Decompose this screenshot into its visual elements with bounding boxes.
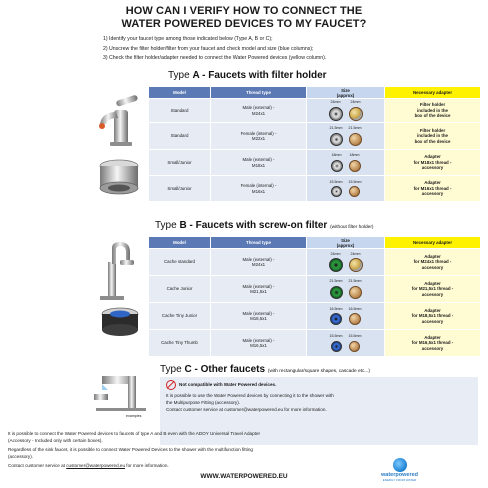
col-thread: Thread type — [211, 87, 307, 99]
website-link[interactable]: WWW.WATERPOWERED.EU — [200, 473, 288, 480]
filter-holder-photo — [96, 156, 142, 200]
prohibited-icon — [166, 380, 176, 390]
coin-icon — [349, 258, 363, 272]
customer-email-link[interactable]: customer@waterpowered.eu — [66, 463, 126, 468]
type-a-heading: Type A - Faucets with filter holder — [168, 70, 327, 81]
footer-notes: It is possible to connect the Water Powered devices to faucets of type A and B even with the ADOY Universal Travel Adapter (Accessory - Included only with certain boxes). Regardless of the sink faucet, it is possible to connect Water Powered Devices to the shower with the multifunction fitting (accessory). Contact customer service at customer@waterpowered.eu for more information. — [8, 431, 261, 468]
aerator-icon — [329, 107, 343, 121]
aerator-icon — [331, 160, 343, 172]
water-drop-icon — [393, 458, 407, 472]
screw-filter-photo — [98, 304, 142, 344]
col-model: Model — [149, 237, 211, 249]
instructions — [103, 35, 483, 64]
examples-caption: examples — [126, 414, 142, 418]
page-title: HOW CAN I VERIFY HOW TO CONNECT THE WATER POWERED DEVICES TO MY FAUCET? — [121, 5, 367, 30]
table-row: Small/Junior Male (external) - M18x1 18mm 18mm Adapter for M18x1 thread - accessory — [149, 150, 481, 176]
aerator-icon — [329, 258, 343, 272]
waterpowered-logo: waterpowered ENERGY FROM WATER — [381, 458, 418, 482]
aerator-icon — [330, 286, 343, 299]
coin-icon — [349, 313, 361, 325]
aerator-icon — [331, 341, 342, 352]
table-row: Cache Tiny Thumb Male (external) - M16,5x1 15.5mm 15.5mm Adapter for M16,5x1 thread - accessory — [149, 330, 481, 357]
kitchen-faucet-photo — [94, 240, 140, 302]
coin-icon — [349, 160, 361, 172]
table-row: Standard Male (external) - M24x1 24mm 24mm Filter holder included in the box of the device — [149, 99, 481, 123]
coin-icon — [349, 107, 363, 121]
table-row: Cache standard Male (external) - M24x1 24mm 24mm Adapter for M24x1 thread - accessory — [149, 249, 481, 276]
table-row: Cache Junior Male (external) - M21,5x1 21.5mm 21.5mm Adapter for M21,5x1 thread - accessory — [149, 276, 481, 303]
instruction-2: 2) Unscrew the filter holder/filter from your faucet and check model and size (blue columns); — [103, 45, 314, 52]
type-b-table — [148, 236, 481, 357]
coin-icon — [349, 133, 362, 146]
rectangular-faucet-photo — [92, 370, 152, 414]
coin-icon — [349, 341, 360, 352]
col-size: Size (approx) — [307, 237, 385, 249]
type-c-info-box: Not compatible with Water Powered devices. It is possible to use the Water Powered devices by connecting it to the shower with the Multipurpose Fitting (accessory). Contact customer service at customer@waterpowered.eu for more information. — [160, 377, 478, 445]
table-row: Small/Junior Female (internal) - M16x1 15.5mm 15.5mm Adapter for M16x1 thread - accessory — [149, 176, 481, 202]
type-b-heading: Type B - Faucets with screw-on filter (without filter holder) — [155, 220, 374, 231]
aerator-icon — [330, 313, 342, 325]
coin-icon — [349, 186, 360, 197]
col-thread: Thread type — [211, 237, 307, 249]
table-row: Standard Female (internal) - M22x1 21.5mm 21.5mm Filter holder included in the box of the device — [149, 123, 481, 150]
aerator-icon — [331, 186, 342, 197]
type-c-heading: Type C - Other faucets (with rectangular/square shapes, cascade etc...) — [160, 364, 370, 375]
col-model: Model — [149, 87, 211, 99]
col-adapter: Necessary adapter — [385, 237, 481, 249]
basin-faucet-photo — [92, 88, 154, 150]
instruction-3: 3) Check the filter holder/adapter needed to connect the Water Powered devices (yellow column). — [103, 55, 327, 61]
table-row: Cache Tiny Junior Male (external) - M18,5x1 16.5mm 16.5mm Adapter for M18,5x1 thread - accessory — [149, 303, 481, 330]
col-adapter: Necessary adapter — [385, 87, 481, 99]
coin-icon — [349, 286, 362, 299]
col-size: Size (approx) — [307, 87, 385, 99]
type-a-table — [148, 86, 481, 202]
instruction-1: 1) Identify your faucet type among those indicated below (Type A, B or C); — [103, 36, 273, 42]
aerator-icon — [330, 133, 343, 146]
